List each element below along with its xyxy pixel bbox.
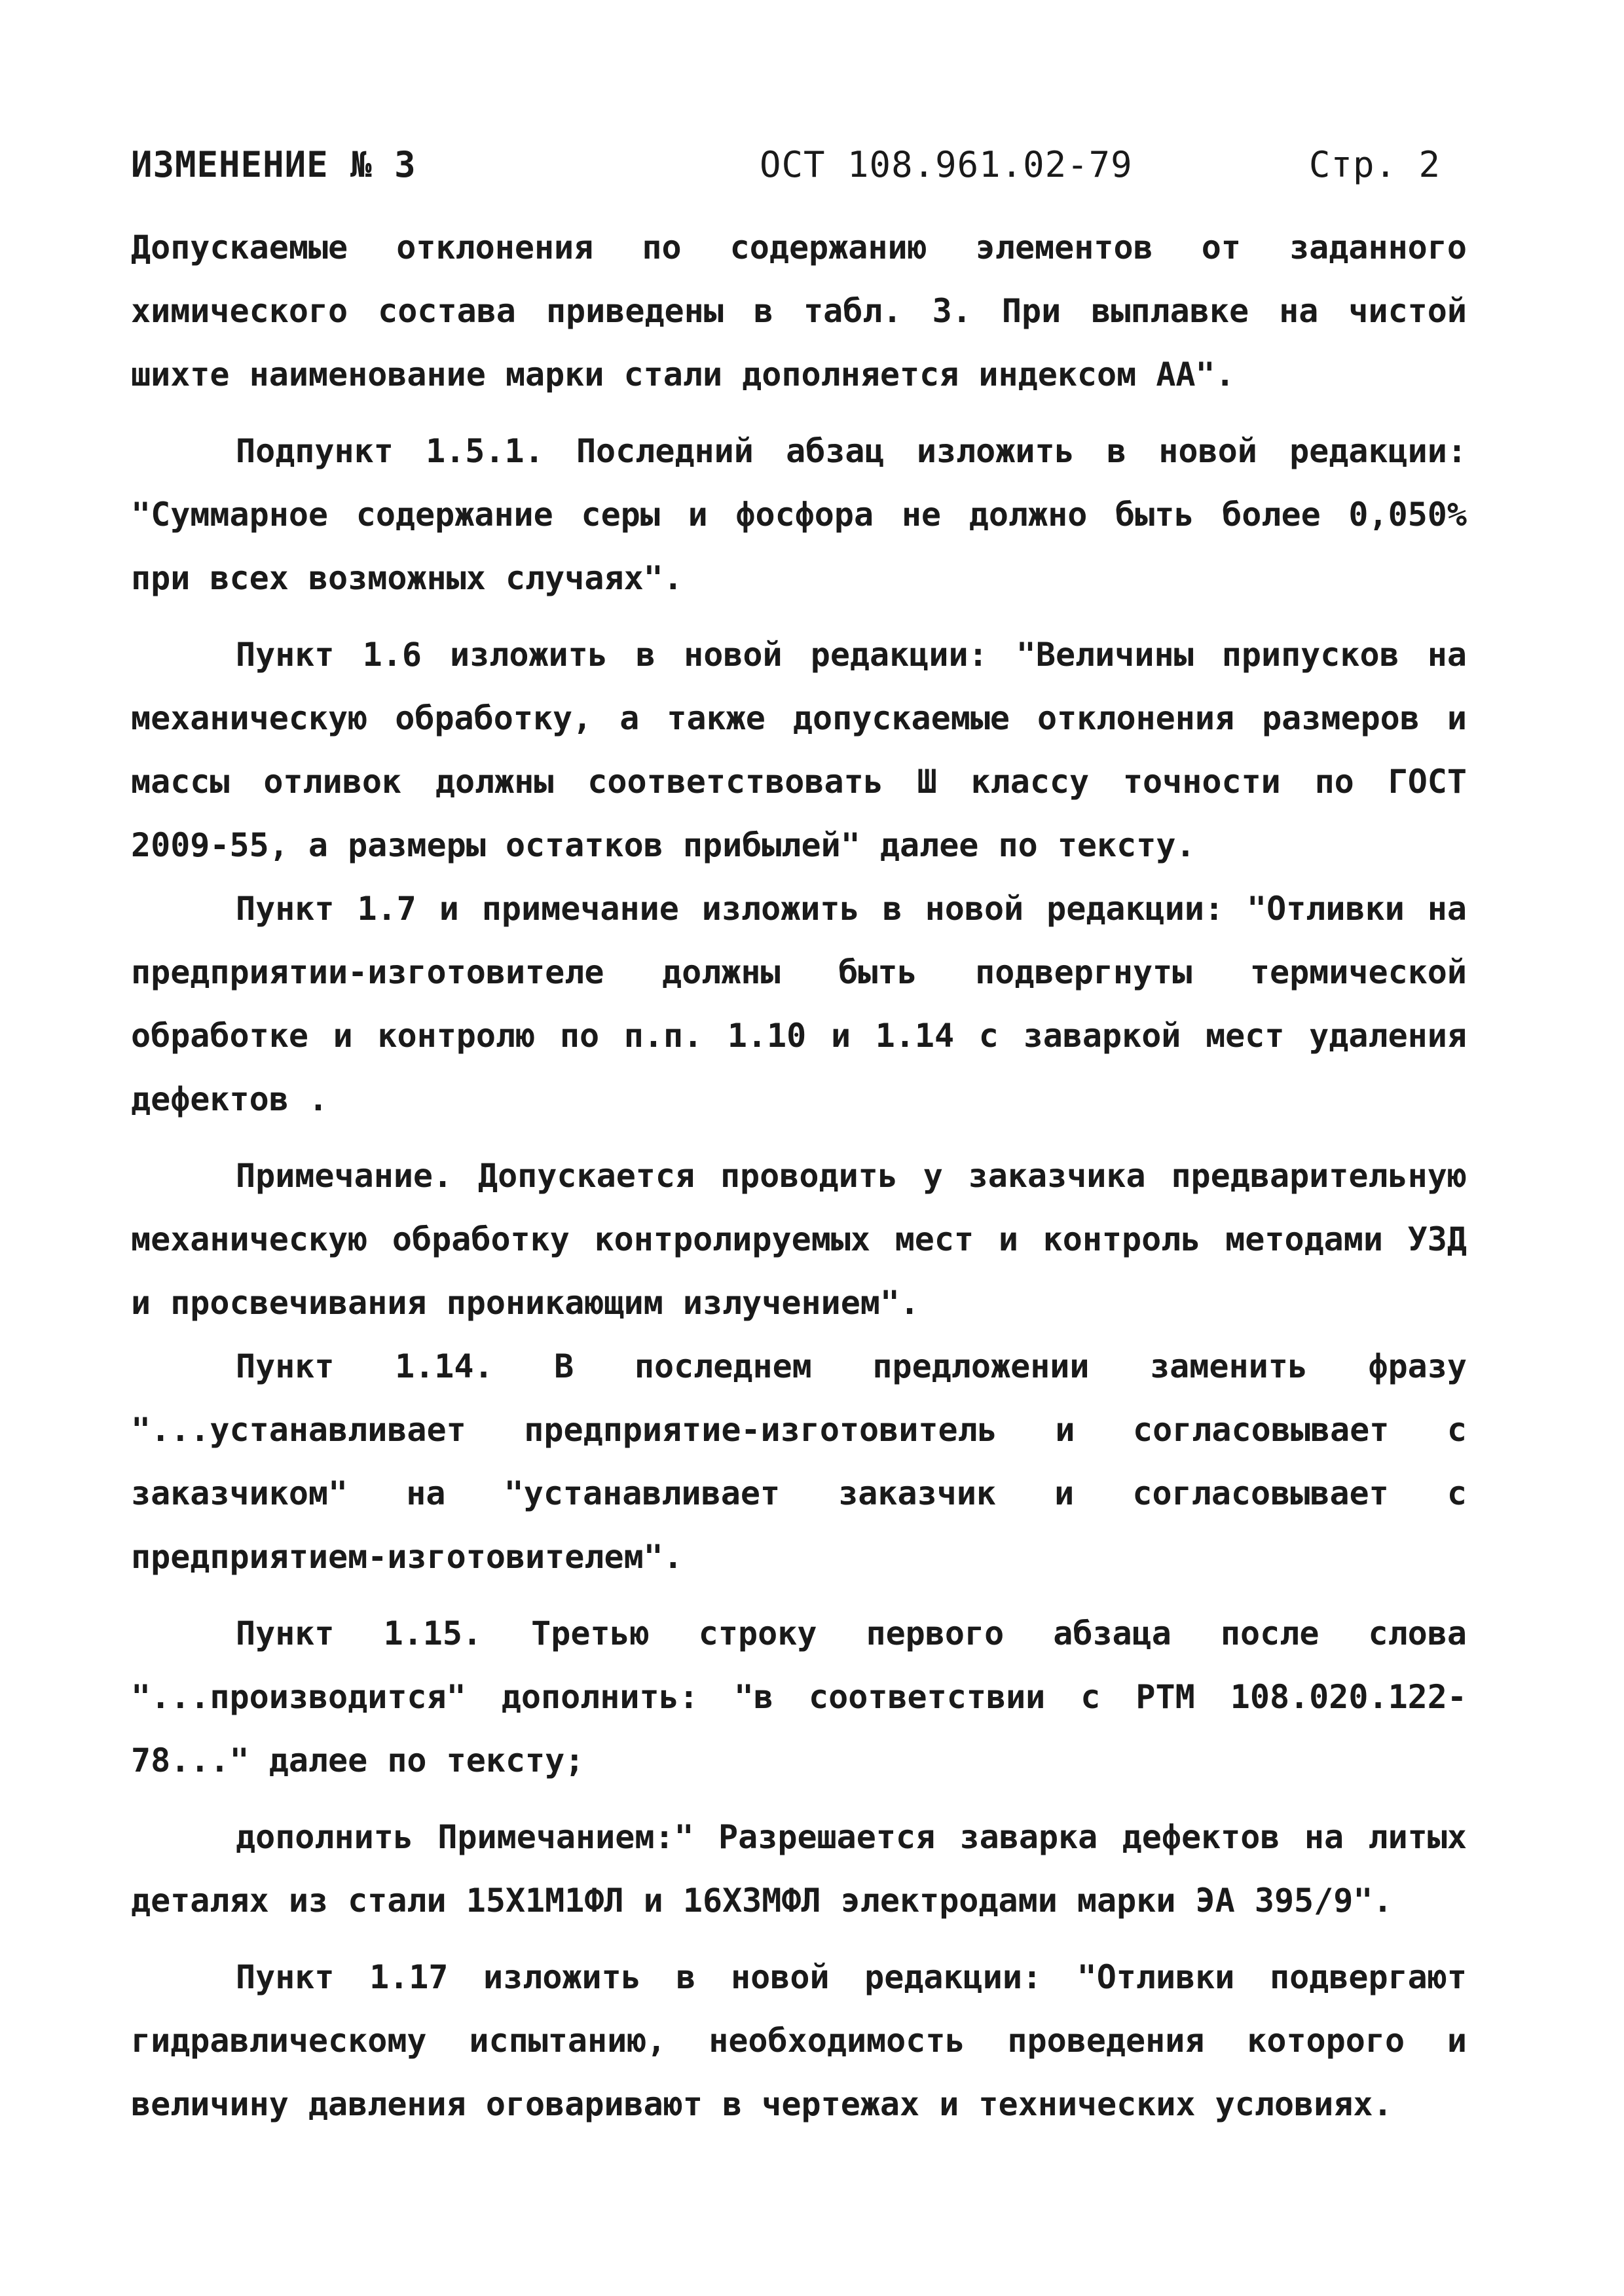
paragraph-8: дополнить Примечанием:" Разрешается заварка дефектов на литых деталях из стали 15Х1М1ФЛ и 16Х3МФЛ электродами марки ЭА 395/9".: [131, 1818, 1467, 1920]
document-body: [131, 216, 1467, 2136]
page-number: Стр. 2: [1308, 144, 1441, 185]
paragraph-3: Пункт 1.6 изложить в новой редакции: "Величины припусков на механическую обработку, а также допускаемые отклонения размеров и массы отливок должны соответствовать Ш классу точности по ГОСТ 2009-55, а размеры остатков прибылей" далее по тексту.: [131, 636, 1467, 864]
paragraph-4: Пункт 1.7 и примечание изложить в новой редакции: "Отливки на предприятии-изготовителе должны быть подвергнуты термической обработке и контролю по п.п. 1.10 и 1.14 с заваркой мест удаления дефектов .: [131, 890, 1467, 1118]
standard-code: ОСТ 108.961.02-79: [760, 144, 1133, 185]
page-header: [131, 144, 1441, 203]
change-number: ИЗМЕНЕНИЕ № 3: [131, 144, 416, 185]
paragraph-9: Пункт 1.17 изложить в новой редакции: "Отливки подвергают гидравлическому испытанию, необходимость проведения которого и величину давления оговаривают в чертежах и технических условиях.: [131, 1958, 1467, 2123]
paragraph-5: Примечание. Допускается проводить у заказчика предварительную механическую обработку контролируемых мест и контроль методами УЗД и просвечивания проникающим излучением".: [131, 1157, 1467, 1322]
paragraph-2: Подпункт 1.5.1. Последний абзац изложить в новой редакции: "Суммарное содержание серы и фосфора не должно быть более 0,050% при всех возможных случаях".: [131, 432, 1467, 597]
paragraph-6: Пункт 1.14. В последнем предложении заменить фразу "...устанавливает предприятие-изготовитель и согласовывает с заказчиком" на "устанавливает заказчик и согласовывает с предприятием-изготовителем".: [131, 1347, 1467, 1576]
paragraph-7: Пункт 1.15. Третью строку первого абзаца после слова "...производится" дополнить: "в соответствии с РТМ 108.020.122-78..." далее по тексту;: [131, 1614, 1467, 1779]
paragraph-1: Допускаемые отклонения по содержанию элементов от заданного химического состава приведены в табл. 3. При выплавке на чистой шихте наименование марки стали дополняется индексом АА".: [131, 228, 1467, 393]
